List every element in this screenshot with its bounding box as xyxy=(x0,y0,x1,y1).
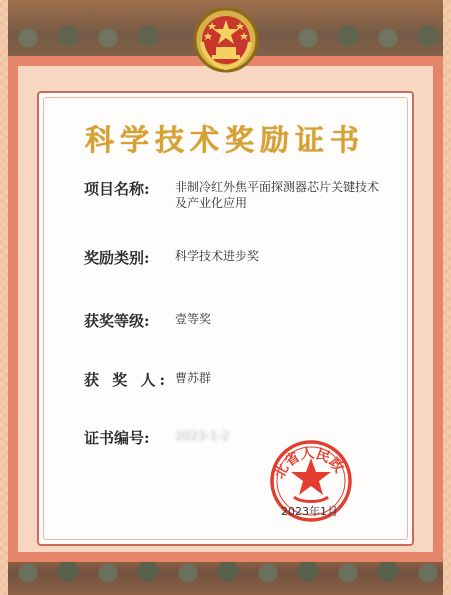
certificate-number-value: 2023-1-2 xyxy=(175,429,230,443)
project-name-field xyxy=(84,178,384,218)
seal-date: 2023年1月 xyxy=(281,505,338,518)
national-emblem-icon xyxy=(188,2,264,78)
winner-value: 曹苏群 xyxy=(175,371,212,385)
award-grade-field xyxy=(84,310,344,330)
award-category-label: 奖励类别: xyxy=(84,249,150,267)
project-name-label: 项目名称: xyxy=(84,180,150,198)
winner-label: 获 奖 人: xyxy=(84,371,169,389)
award-category-value: 科学技术进步奖 xyxy=(175,249,260,263)
award-category-field xyxy=(84,247,344,267)
award-grade-value: 壹等奖 xyxy=(175,312,212,326)
seal-text-path: 北省人民政 xyxy=(271,445,347,482)
winner-field xyxy=(84,369,344,389)
certificate-number-label: 证书编号: xyxy=(84,429,150,447)
certificate-title: 科学技术奖励证书 xyxy=(84,123,365,157)
national-emblem-svg xyxy=(188,2,264,78)
award-grade-label: 获奖等级: xyxy=(84,312,150,330)
project-name-value: 非制冷红外焦平面探测器芯片关键技术及产业化应用 xyxy=(175,180,380,210)
